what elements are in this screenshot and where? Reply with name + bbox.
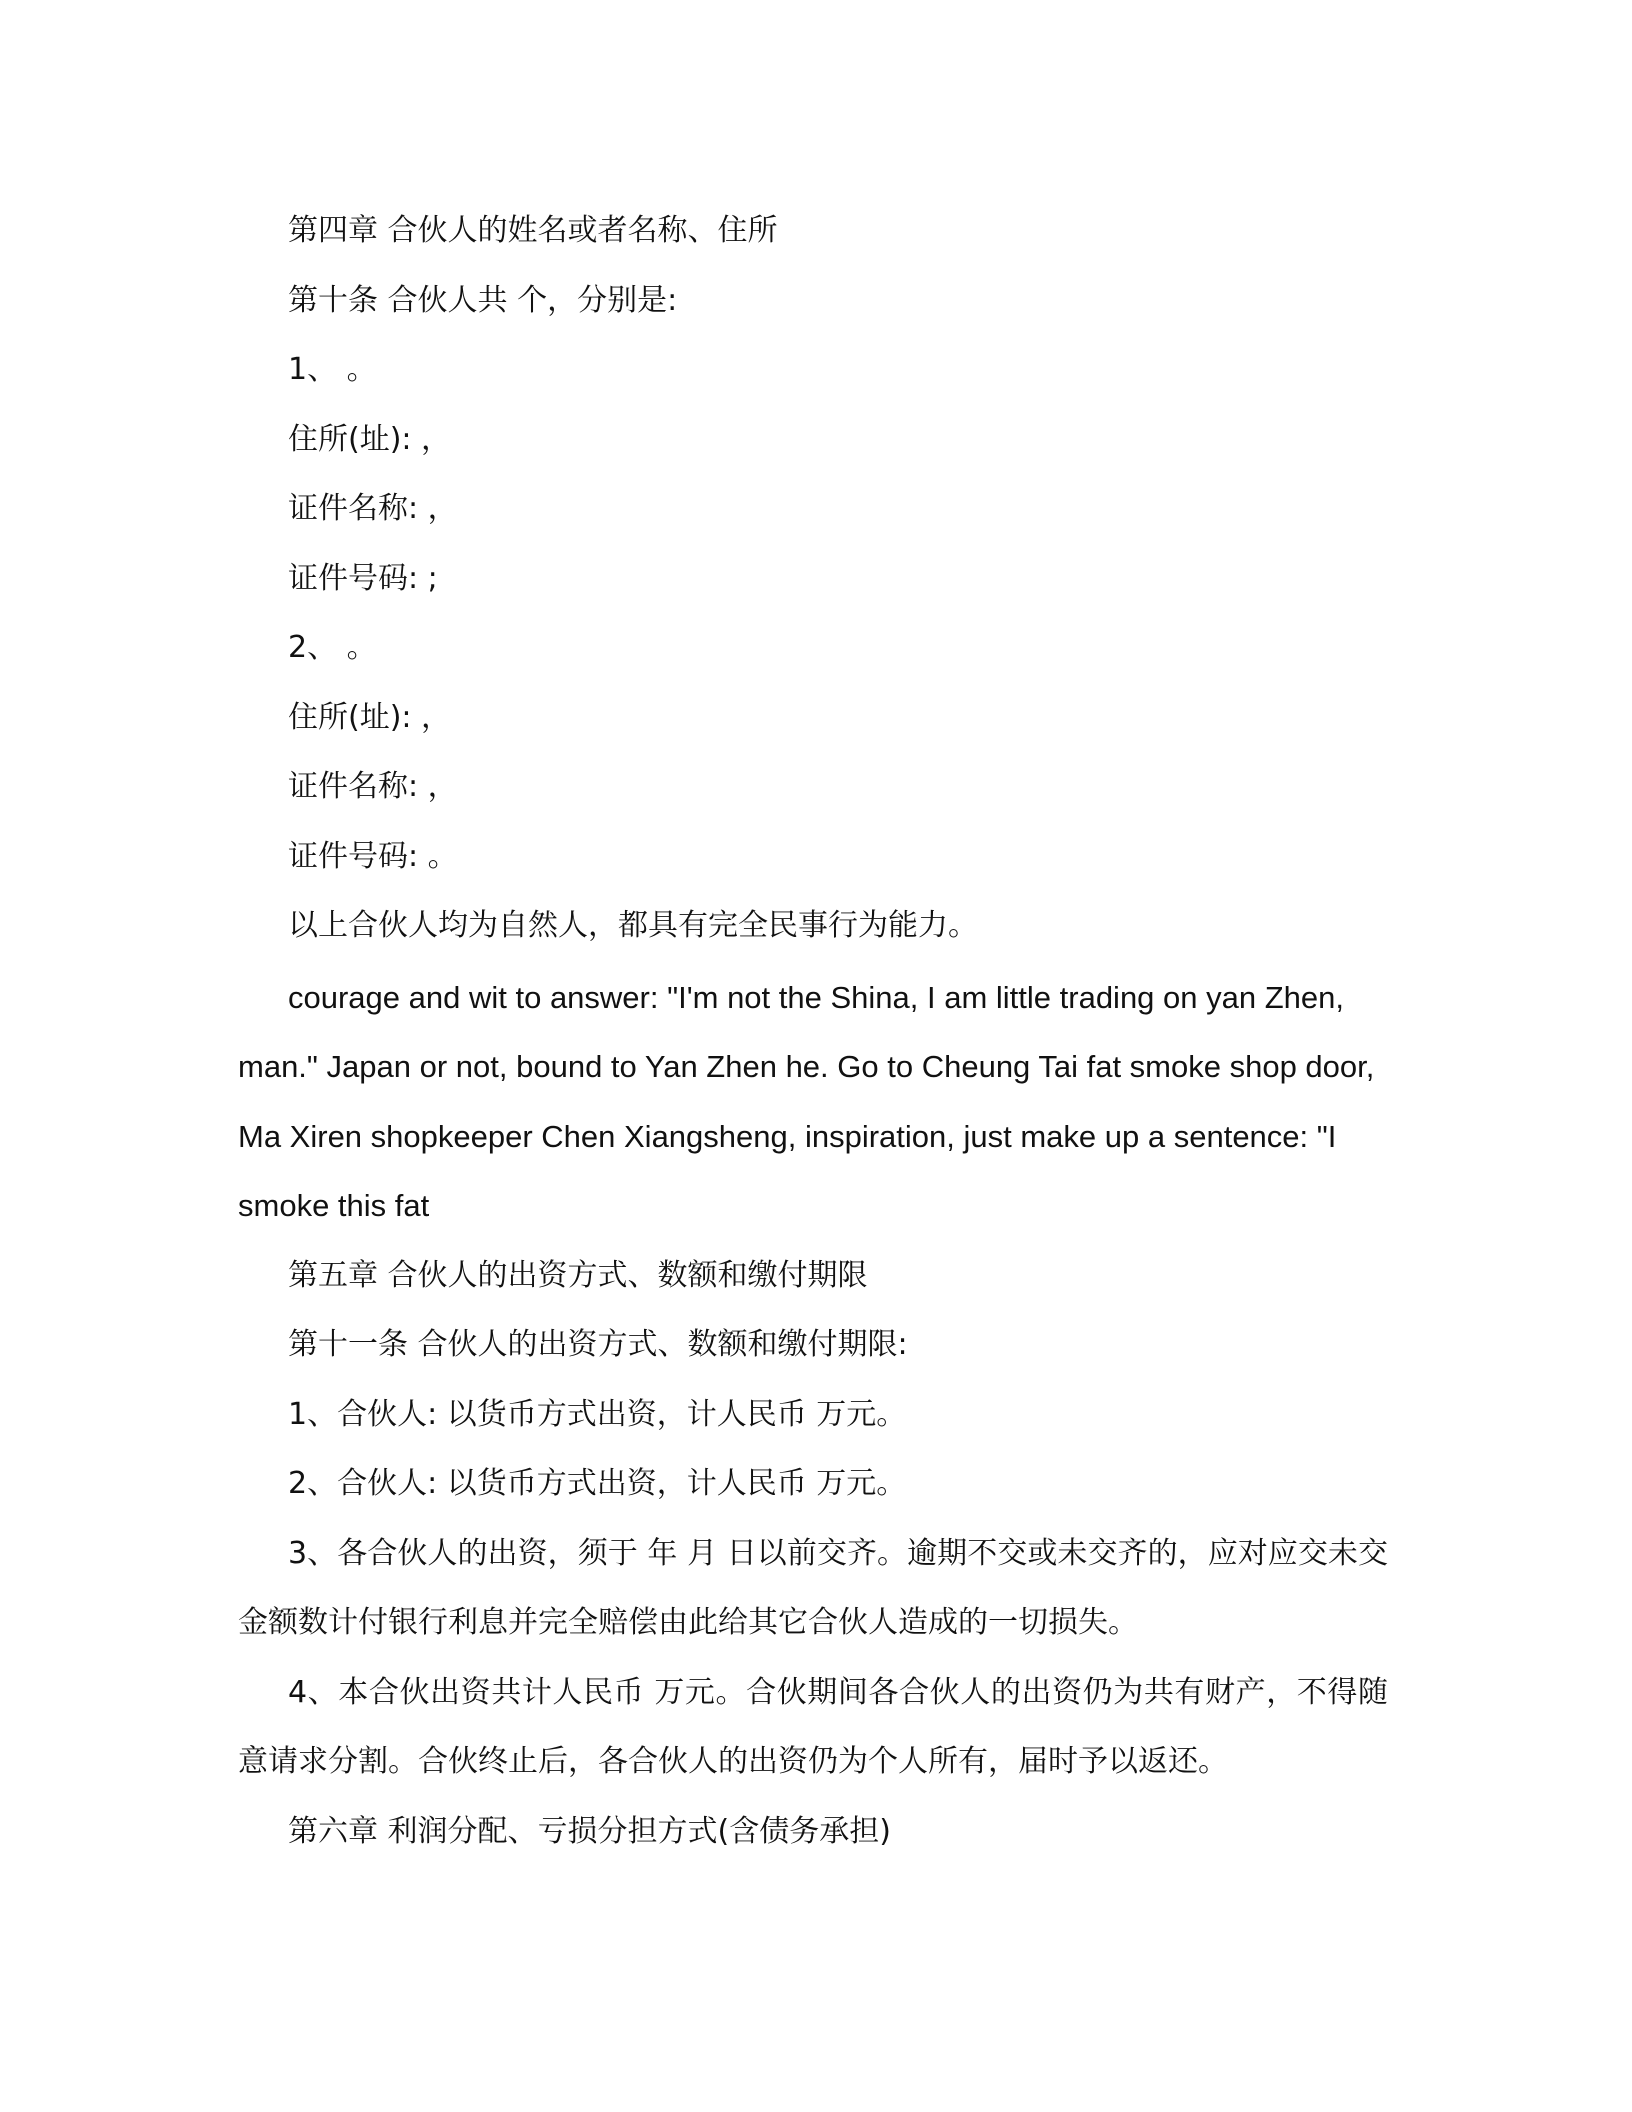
contribution-item-2: 2、合伙人: 以货币方式出资，计人民币 万元。 xyxy=(288,1466,907,1501)
partner-1-item: 1、 。 xyxy=(288,352,377,387)
contribution-item-4: 4、本合伙出资共计人民币 万元。合伙期间各合伙人的出资仍为共有财产，不得随意请求分割。合伙终止后，各合伙人的出资仍为个人所有，届时予以返还。 xyxy=(238,1674,1388,1779)
partner-2-item: 2、 。 xyxy=(288,630,377,665)
document-body xyxy=(238,196,1388,1866)
article-10-heading: 第十条 合伙人共 个，分别是: xyxy=(288,282,678,318)
partner-1-address: 住所(址): ， xyxy=(288,421,452,457)
chapter-6-heading: 第六章 利润分配、亏损分担方式(含债务承担) xyxy=(288,1813,891,1849)
partner-1-id-number: 证件号码: ; xyxy=(288,560,438,596)
article-11-heading: 第十一条 合伙人的出资方式、数额和缴付期限: xyxy=(288,1327,908,1362)
contribution-item-3: 3、各合伙人的出资，须于 年 月 日以前交齐。逾期不交或未交齐的，应对应交未交金额数计付银行利息并完全赔偿由此给其它合伙人造成的一切损失。 xyxy=(238,1535,1388,1640)
partner-2-id-number: 证件号码: 。 xyxy=(288,838,458,874)
contribution-item-1: 1、合伙人: 以货币方式出资，计人民币 万元。 xyxy=(288,1396,907,1432)
partner-1-id-type: 证件名称: ， xyxy=(288,491,458,526)
chapter-5-heading: 第五章 合伙人的出资方式、数额和缴付期限 xyxy=(288,1257,868,1293)
partner-2-address: 住所(址): ， xyxy=(288,699,452,735)
english-paragraph: courage and wit to answer: "I'm not the Shina, I am little trading on yan Zhen, man." Japan or not, bound to Yan Zhen he. Go to Cheung Tai fat smoke shop door, Ma Xiren shopkeeper Chen Xiangsheng, inspiration, just make up a sentence: "I smoke this fat xyxy=(238,979,1375,1223)
chapter-4-heading: 第四章 合伙人的姓名或者名称、住所 xyxy=(288,213,778,248)
partners-capacity-statement: 以上合伙人均为自然人，都具有完全民事行为能力。 xyxy=(288,908,978,943)
partner-2-id-type: 证件名称: ， xyxy=(288,769,458,804)
